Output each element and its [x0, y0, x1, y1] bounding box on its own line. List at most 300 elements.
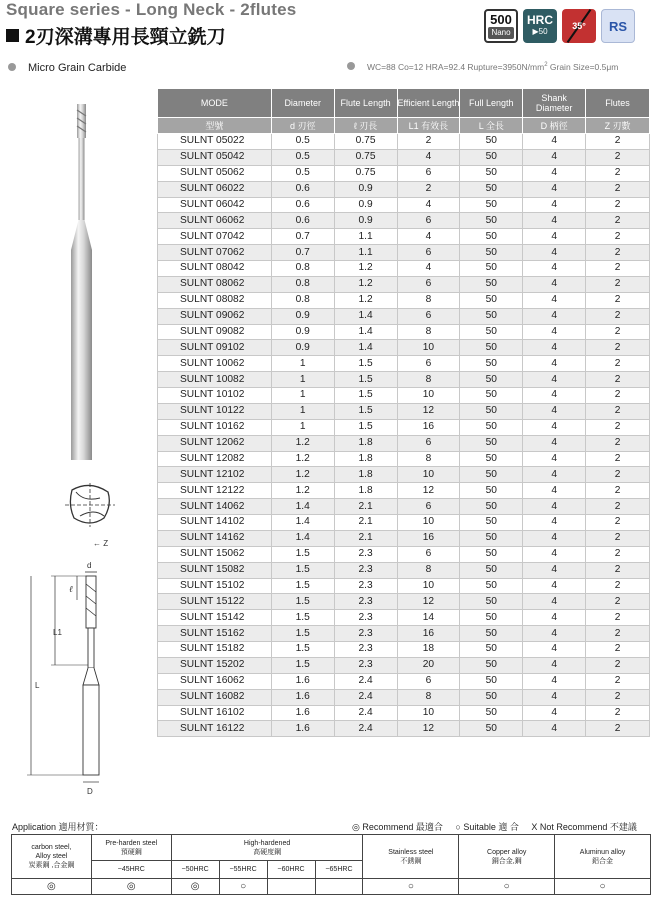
value-cell: 12: [397, 403, 460, 419]
value-cell: 1.2: [334, 261, 397, 277]
model-cell: SULNT 10122: [158, 403, 272, 419]
value-cell: 6: [397, 435, 460, 451]
dim-L1-label: L1: [53, 628, 62, 637]
model-cell: SULNT 12062: [158, 435, 272, 451]
value-cell: 4: [523, 594, 586, 610]
value-cell: 8: [397, 451, 460, 467]
model-cell: SULNT 08062: [158, 276, 272, 292]
app-mark-65: [315, 879, 363, 895]
model-cell: SULNT 07042: [158, 229, 272, 245]
value-cell: 50: [460, 546, 523, 562]
value-cell: 50: [460, 721, 523, 737]
app-carbon-en1: carbon steel,: [31, 844, 72, 851]
value-cell: 2: [586, 388, 650, 404]
value-cell: 0.75: [334, 165, 397, 181]
value-cell: 4: [397, 261, 460, 277]
model-cell: SULNT 14102: [158, 515, 272, 531]
table-row: [158, 372, 650, 388]
value-cell: 4: [397, 197, 460, 213]
app-copper-en: Copper alloy: [487, 848, 527, 856]
value-cell: 2: [586, 419, 650, 435]
value-cell: 10: [397, 388, 460, 404]
badge-nano-text: Nano: [488, 27, 513, 39]
value-cell: 2: [586, 626, 650, 642]
value-cell: 2: [397, 134, 460, 150]
app-hrc-60: ~60HRC: [267, 861, 315, 879]
app-row-marks: [12, 879, 651, 895]
value-cell: 2: [586, 705, 650, 721]
dim-L-label: L: [35, 681, 40, 690]
model-cell: SULNT 10102: [158, 388, 272, 404]
value-cell: 50: [460, 642, 523, 658]
value-cell: 4: [523, 705, 586, 721]
value-cell: 2: [586, 530, 650, 546]
value-cell: 1.4: [271, 499, 334, 515]
value-cell: 4: [523, 134, 586, 150]
value-cell: 2: [586, 483, 650, 499]
model-cell: SULNT 15102: [158, 578, 272, 594]
app-prehard-en: Pre-harden steel: [105, 839, 158, 847]
value-cell: 12: [397, 483, 460, 499]
value-cell: 1.2: [271, 435, 334, 451]
value-cell: 0.7: [271, 229, 334, 245]
model-cell: SULNT 16122: [158, 721, 272, 737]
value-cell: 16: [397, 419, 460, 435]
helix-angle-badge: [562, 9, 596, 43]
value-cell: 1.5: [271, 610, 334, 626]
value-cell: 6: [397, 213, 460, 229]
value-cell: 1.4: [334, 340, 397, 356]
title-chinese-text: 2刃深溝專用長頸立銑刀: [25, 27, 226, 48]
model-cell: SULNT 12082: [158, 451, 272, 467]
value-cell: 2.4: [334, 689, 397, 705]
value-cell: 6: [397, 165, 460, 181]
value-cell: 1: [271, 419, 334, 435]
value-cell: 6: [397, 546, 460, 562]
value-cell: 2: [586, 372, 650, 388]
model-cell: SULNT 16082: [158, 689, 272, 705]
model-cell: SULNT 16102: [158, 705, 272, 721]
value-cell: 50: [460, 419, 523, 435]
col-efficient-length-header: Efficient Length: [397, 89, 460, 118]
table-row: [158, 403, 650, 419]
value-cell: 50: [460, 213, 523, 229]
value-cell: 1: [271, 403, 334, 419]
value-cell: 1.1: [334, 229, 397, 245]
value-cell: 1.4: [334, 308, 397, 324]
value-cell: 1.8: [334, 435, 397, 451]
model-cell: SULNT 10062: [158, 356, 272, 372]
value-cell: 50: [460, 276, 523, 292]
value-cell: 4: [523, 403, 586, 419]
value-cell: 2.3: [334, 562, 397, 578]
model-cell: SULNT 06062: [158, 213, 272, 229]
value-cell: 50: [460, 372, 523, 388]
value-cell: 2.3: [334, 642, 397, 658]
value-cell: 4: [523, 515, 586, 531]
square-bullet-icon: [6, 29, 19, 42]
table-row: [158, 578, 650, 594]
nano-500-badge: [484, 9, 518, 43]
value-cell: 4: [523, 197, 586, 213]
value-cell: 2: [586, 594, 650, 610]
value-cell: 50: [460, 388, 523, 404]
model-cell: SULNT 15062: [158, 546, 272, 562]
value-cell: 10: [397, 515, 460, 531]
value-cell: 2: [586, 562, 650, 578]
app-col-prehard: [91, 835, 171, 861]
table-row: [158, 276, 650, 292]
value-cell: 2: [586, 515, 650, 531]
value-cell: 2: [586, 292, 650, 308]
spec-text-post: Grain Size=0.5μm: [547, 62, 619, 72]
model-cell: SULNT 05042: [158, 149, 272, 165]
table-row: [158, 324, 650, 340]
value-cell: 4: [523, 546, 586, 562]
value-cell: 2.1: [334, 530, 397, 546]
col-shank-diameter-header-cn: D 柄徑: [523, 118, 586, 134]
value-cell: 12: [397, 721, 460, 737]
col-flute-length-header-cn: ℓ 刃長: [334, 118, 397, 134]
value-cell: 1.6: [271, 721, 334, 737]
value-cell: 6: [397, 499, 460, 515]
table-row: [158, 689, 650, 705]
value-cell: 1.8: [334, 483, 397, 499]
value-cell: 4: [523, 149, 586, 165]
model-cell: SULNT 10082: [158, 372, 272, 388]
value-cell: 50: [460, 165, 523, 181]
value-cell: 20: [397, 657, 460, 673]
value-cell: 2.4: [334, 705, 397, 721]
col-diameter-header: Diameter: [271, 89, 334, 118]
value-cell: 6: [397, 245, 460, 261]
flute-profile-diagram: [60, 480, 120, 550]
col-full-length-header-cn: L 全長: [460, 118, 523, 134]
value-cell: 50: [460, 483, 523, 499]
value-cell: 4: [523, 261, 586, 277]
value-cell: 1.5: [271, 546, 334, 562]
value-cell: 2: [586, 165, 650, 181]
table-row: [158, 451, 650, 467]
app-prehard-cn: 預硬鋼: [120, 848, 142, 856]
value-cell: 1.2: [271, 483, 334, 499]
value-cell: 50: [460, 149, 523, 165]
table-row: [158, 245, 650, 261]
model-cell: SULNT 12122: [158, 483, 272, 499]
table-row: [158, 197, 650, 213]
col-flutes-header: Flutes: [586, 89, 650, 118]
bullet-icon: [8, 63, 16, 71]
value-cell: 0.8: [271, 261, 334, 277]
table-row: [158, 610, 650, 626]
value-cell: 16: [397, 626, 460, 642]
model-cell: SULNT 06022: [158, 181, 272, 197]
value-cell: 4: [523, 499, 586, 515]
value-cell: 1.4: [271, 530, 334, 546]
col-flute-length-header: Flute Length: [334, 89, 397, 118]
model-cell: SULNT 05062: [158, 165, 272, 181]
value-cell: 0.9: [271, 340, 334, 356]
value-cell: 2.4: [334, 673, 397, 689]
material-text: Micro Grain Carbide: [28, 62, 127, 74]
value-cell: 4: [523, 578, 586, 594]
value-cell: 1.8: [334, 451, 397, 467]
value-cell: 2: [586, 435, 650, 451]
spec-line: [347, 62, 618, 72]
rs-badge: [601, 9, 635, 43]
value-cell: 4: [523, 451, 586, 467]
value-cell: 50: [460, 499, 523, 515]
value-cell: 1.5: [334, 403, 397, 419]
value-cell: 1.5: [271, 626, 334, 642]
value-cell: 2.3: [334, 610, 397, 626]
value-cell: 2: [586, 181, 650, 197]
value-cell: 6: [397, 276, 460, 292]
col-diameter-header-cn: d 刃徑: [271, 118, 334, 134]
value-cell: 50: [460, 626, 523, 642]
value-cell: 2: [586, 213, 650, 229]
model-cell: SULNT 09082: [158, 324, 272, 340]
value-cell: 1.5: [271, 562, 334, 578]
model-cell: SULNT 14162: [158, 530, 272, 546]
value-cell: 50: [460, 261, 523, 277]
value-cell: 1.5: [271, 578, 334, 594]
value-cell: 1.5: [271, 594, 334, 610]
table-row: [158, 134, 650, 150]
table-row: [158, 435, 650, 451]
value-cell: 4: [523, 372, 586, 388]
value-cell: 50: [460, 451, 523, 467]
value-cell: 2: [586, 324, 650, 340]
value-cell: 2: [586, 261, 650, 277]
table-row: [158, 388, 650, 404]
app-hrc-45: ~45HRC: [91, 861, 171, 879]
app-carbon-en2: Alloy steel: [35, 853, 68, 860]
app-alu-en: Aluminun alloy: [579, 848, 626, 856]
badge-500-text: 500: [490, 11, 512, 27]
value-cell: 4: [397, 149, 460, 165]
value-cell: 50: [460, 689, 523, 705]
value-cell: 50: [460, 403, 523, 419]
value-cell: 12: [397, 594, 460, 610]
value-cell: 1.2: [271, 451, 334, 467]
value-cell: 1.4: [271, 515, 334, 531]
value-cell: 50: [460, 515, 523, 531]
value-cell: 4: [523, 626, 586, 642]
app-row-headers: [12, 835, 651, 861]
bullet-icon: [347, 62, 355, 70]
value-cell: 4: [523, 673, 586, 689]
value-cell: 4: [523, 562, 586, 578]
table-row: [158, 261, 650, 277]
table-row: [158, 499, 650, 515]
value-cell: 8: [397, 562, 460, 578]
value-cell: 1.1: [334, 245, 397, 261]
value-cell: 2: [586, 403, 650, 419]
spec-text: WC=88 Co=12 HRA=92.4 Rupture=3950N/mm: [367, 62, 545, 72]
value-cell: 0.9: [334, 213, 397, 229]
value-cell: 10: [397, 340, 460, 356]
value-cell: 2: [586, 499, 650, 515]
app-hrc-50: ~50HRC: [171, 861, 219, 879]
value-cell: 4: [523, 657, 586, 673]
value-cell: 1.5: [334, 372, 397, 388]
value-cell: 50: [460, 229, 523, 245]
value-cell: 4: [523, 165, 586, 181]
value-cell: 4: [523, 467, 586, 483]
col-flutes-header-cn: Z 刃數: [586, 118, 650, 134]
value-cell: 50: [460, 467, 523, 483]
value-cell: 16: [397, 530, 460, 546]
value-cell: 0.75: [334, 134, 397, 150]
app-col-stainless: [363, 835, 459, 879]
value-cell: 1: [271, 372, 334, 388]
value-cell: 2.1: [334, 515, 397, 531]
feature-badges: [484, 9, 635, 43]
value-cell: 8: [397, 689, 460, 705]
value-cell: 4: [523, 388, 586, 404]
value-cell: 6: [397, 308, 460, 324]
value-cell: 1.2: [334, 292, 397, 308]
app-hrc-55: ~55HRC: [219, 861, 267, 879]
value-cell: 50: [460, 308, 523, 324]
app-highhard-cn: 高硬度鋼: [253, 848, 282, 856]
value-cell: 0.5: [271, 134, 334, 150]
model-cell: SULNT 10162: [158, 419, 272, 435]
value-cell: 14: [397, 610, 460, 626]
dim-D-label: D: [87, 787, 93, 796]
value-cell: 2.3: [334, 546, 397, 562]
value-cell: 18: [397, 642, 460, 658]
value-cell: 2.3: [334, 657, 397, 673]
table-row: [158, 562, 650, 578]
legend-recommend: ◎ Recommend 最適合: [352, 822, 443, 832]
value-cell: 4: [523, 483, 586, 499]
col-mode-header-cn: 型號: [158, 118, 272, 134]
app-mark-carbon: ◎: [12, 879, 92, 895]
value-cell: 2.3: [334, 594, 397, 610]
table-row: [158, 594, 650, 610]
app-mark-60: [267, 879, 315, 895]
dim-d-label: d: [87, 561, 92, 570]
badge-hrc-sub: ▶50: [532, 27, 548, 36]
model-cell: SULNT 15122: [158, 594, 272, 610]
value-cell: 1.5: [334, 388, 397, 404]
header-row-en: [158, 89, 650, 118]
end-mill-illustration: [60, 100, 110, 470]
value-cell: 50: [460, 594, 523, 610]
value-cell: 6: [397, 673, 460, 689]
value-cell: 0.5: [271, 165, 334, 181]
value-cell: 1.4: [334, 324, 397, 340]
value-cell: 50: [460, 610, 523, 626]
table-row: [158, 213, 650, 229]
badge-hrc-text: HRC: [527, 13, 553, 27]
table-row: [158, 673, 650, 689]
legend-not-recommend: X Not Recommend 不建議: [531, 822, 637, 832]
value-cell: 2: [586, 673, 650, 689]
value-cell: 4: [523, 356, 586, 372]
spec-sup: 2: [544, 62, 548, 69]
app-carbon-cn: 炭素鋼 ,合金鋼: [28, 862, 75, 869]
value-cell: 4: [523, 689, 586, 705]
app-col-highhard: [171, 835, 363, 861]
spec-table-body: [158, 134, 650, 737]
z-label: ← Z: [93, 539, 109, 548]
value-cell: 2: [586, 610, 650, 626]
value-cell: 4: [523, 292, 586, 308]
value-cell: 4: [523, 324, 586, 340]
value-cell: 1.2: [334, 276, 397, 292]
table-row: [158, 705, 650, 721]
value-cell: 50: [460, 181, 523, 197]
hrc-badge: [523, 9, 557, 43]
table-row: [158, 626, 650, 642]
table-row: [158, 181, 650, 197]
value-cell: 10: [397, 578, 460, 594]
value-cell: 2: [586, 245, 650, 261]
app-mark-stainless: ○: [363, 879, 459, 895]
value-cell: 0.6: [271, 181, 334, 197]
table-row: [158, 149, 650, 165]
value-cell: 2: [586, 134, 650, 150]
table-row: [158, 292, 650, 308]
value-cell: 4: [523, 276, 586, 292]
value-cell: 4: [523, 181, 586, 197]
col-mode-header: MODE: [158, 89, 272, 118]
value-cell: 0.8: [271, 276, 334, 292]
value-cell: 8: [397, 292, 460, 308]
value-cell: 2: [586, 721, 650, 737]
value-cell: 1: [271, 388, 334, 404]
value-cell: 1.5: [271, 642, 334, 658]
model-cell: SULNT 15202: [158, 657, 272, 673]
value-cell: 0.5: [271, 149, 334, 165]
value-cell: 4: [523, 213, 586, 229]
value-cell: 4: [523, 245, 586, 261]
table-row: [158, 515, 650, 531]
model-cell: SULNT 08082: [158, 292, 272, 308]
table-row: [158, 642, 650, 658]
table-row: [158, 340, 650, 356]
model-cell: SULNT 15162: [158, 626, 272, 642]
value-cell: 1.6: [271, 705, 334, 721]
value-cell: 2.3: [334, 578, 397, 594]
value-cell: 4: [523, 610, 586, 626]
value-cell: 0.6: [271, 213, 334, 229]
app-highhard-en: High-hardened: [243, 839, 291, 847]
spec-table: [157, 88, 650, 737]
table-row: [158, 165, 650, 181]
model-cell: SULNT 09102: [158, 340, 272, 356]
app-mark-50: ◎: [171, 879, 219, 895]
table-row: [158, 419, 650, 435]
value-cell: 2: [586, 276, 650, 292]
model-cell: SULNT 14062: [158, 499, 272, 515]
value-cell: 50: [460, 197, 523, 213]
model-cell: SULNT 15142: [158, 610, 272, 626]
value-cell: 4: [523, 419, 586, 435]
app-copper-cn: 銅合金,鋼: [491, 857, 522, 865]
value-cell: 2: [397, 181, 460, 197]
value-cell: 2: [586, 229, 650, 245]
model-cell: SULNT 06042: [158, 197, 272, 213]
value-cell: 4: [523, 435, 586, 451]
table-row: [158, 721, 650, 737]
value-cell: 4: [523, 721, 586, 737]
dim-l-label: ℓ: [69, 584, 73, 594]
value-cell: 2: [586, 546, 650, 562]
